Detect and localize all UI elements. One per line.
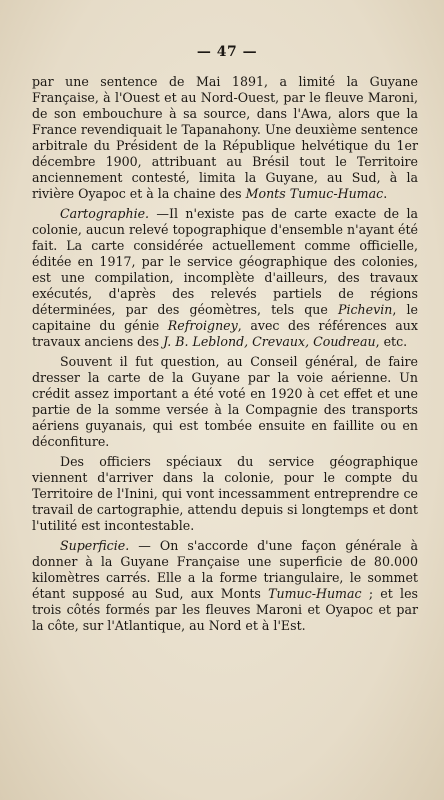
text-segment: Souvent il fut question, au Conseil général, de faire dresser la carte de la Guyane par la voie aérienne. Un crédit assez important a été voté en 1920 à cet effet et une partie de la somme versée à la Compagnie des transports aériens guyanais, qui est tombée ensuite en faillite ou en déconfiture. <box>32 354 418 449</box>
text-segment: , avec des références aux travaux anciens des <box>32 318 418 349</box>
paragraph-carte-aerienne <box>32 354 418 450</box>
section-heading-superficie: Superficie. <box>60 538 130 553</box>
text-segment-italic: Tumuc-Humac <box>268 586 362 601</box>
text-segment: ; et les trois côtés formés par les fleuves Maroni et Oyapoc et par la côte, sur l'Atlantique, au Nord et à l'Est. <box>32 586 418 633</box>
text-segment-italic: J. B. Leblond, Crevaux, Coudreau <box>163 334 376 349</box>
paragraph-boundaries <box>32 74 418 202</box>
section-heading-cartographie: Cartographie. <box>60 206 150 221</box>
paragraph-officiers <box>32 454 418 534</box>
text-segment: — On s'accorde d'une façon générale à donner à la Guyane Française une superficie de 80.000 kilomètres carrés. Elle a la forme triangulaire, le sommet étant supposé au Sud, aux Monts <box>32 538 418 601</box>
text-segment: , le capitaine du génie <box>32 302 418 333</box>
text-segment-italic: Refroigney <box>167 318 238 333</box>
page-number: — 47 — <box>196 44 258 60</box>
text-segment: par une sentence de Mai 1891, a limité la Guyane Française, à l'Ouest et au Nord-Ouest, par le fleuve Maroni, de son embouchure à sa source, dans l'Awa, alors que la France revendiquait le Tapanahony. Une deuxième sentence arbitrale du Président de la République helvétique du 1er décembre 1900, attribuant au Brésil tout le Territoire anciennement contesté, limita la Guyane, au Sud, à la rivière Oyapoc et à la chaine des <box>32 74 418 201</box>
paragraph-superficie <box>32 538 418 634</box>
text-segment: Des officiers spéciaux du service géographique viennent d'arriver dans la colonie, pour le compte du Territoire de l'Inini, qui vont incessamment entreprendre ce travail de cartographie, attendu depuis si longtemps et dont l'utilité est incontestable. <box>32 454 418 533</box>
text-segment: . <box>383 186 388 201</box>
text-segment: —Il n'existe pas de carte exacte de la colonie, aucun relevé topographique d'ensemble n'ayant été fait. La carte considérée actuellement comme officielle, éditée en 1917, par le service géographique des colonies, est une compilation, incomplète d'ailleurs, des travaux exécutés, d'après des relevés partiels de régions déterminées, par des géomètres, tels que <box>32 206 418 317</box>
text-segment-italic: Pichevin <box>338 302 393 317</box>
text-segment: , etc. <box>375 334 408 349</box>
text-segment-italic: Monts Tumuc-Humac <box>245 186 384 201</box>
paragraph-cartographie <box>32 206 418 350</box>
